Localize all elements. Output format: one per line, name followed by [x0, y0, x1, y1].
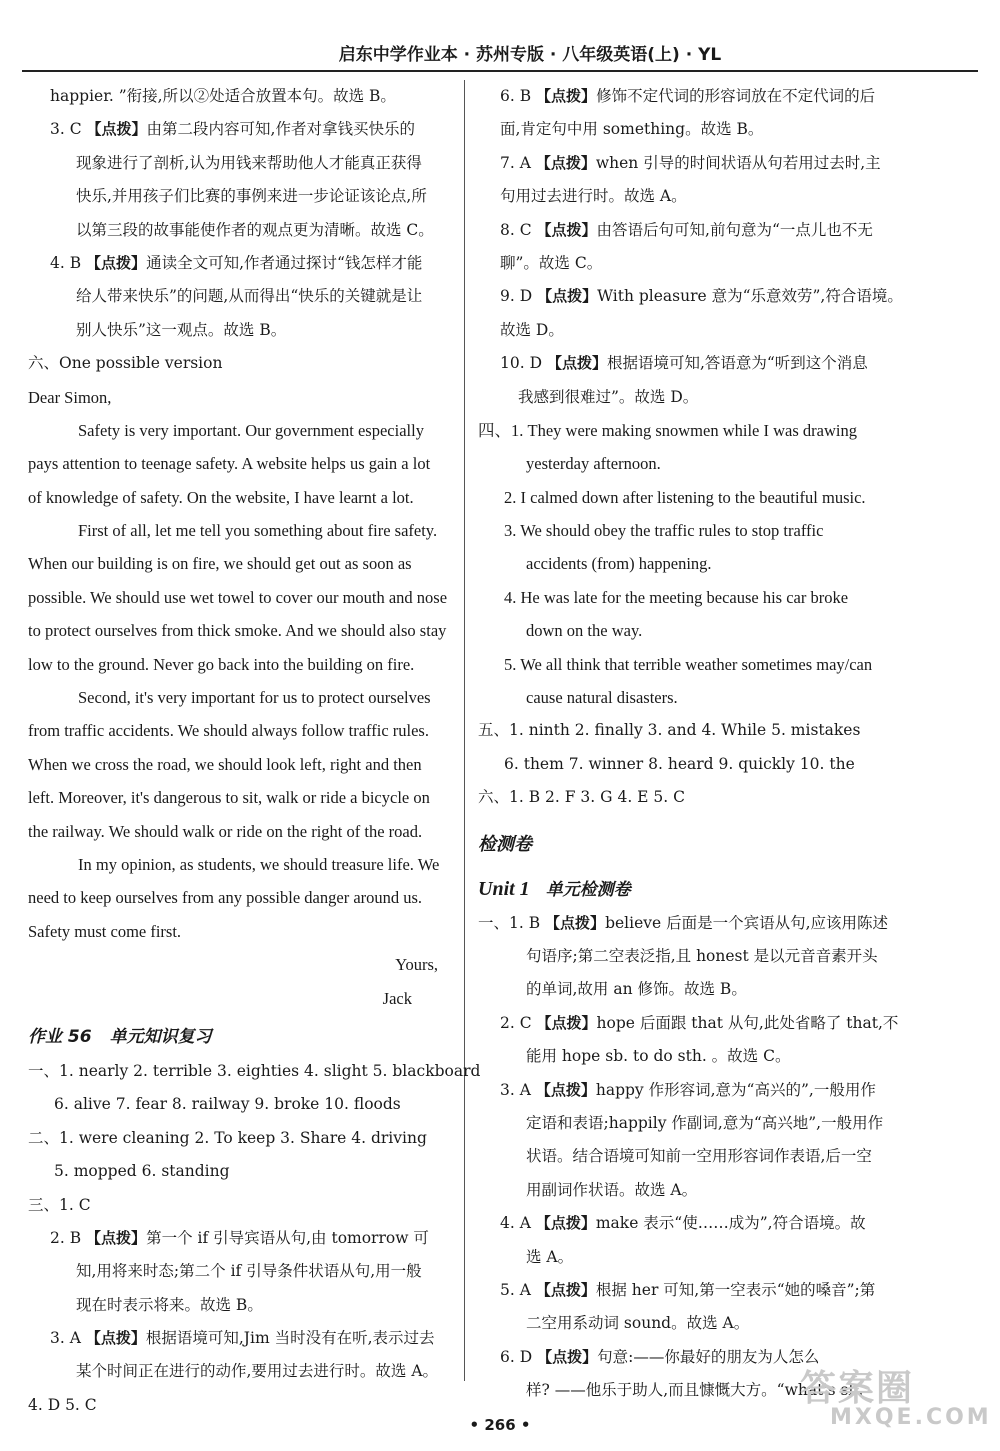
column-divider — [464, 80, 465, 1381]
text-line — [478, 147, 910, 180]
text-line — [478, 414, 910, 447]
line-text: 修饰不定代词的形容词放在不定代词的后 — [596, 87, 876, 105]
text-line — [28, 1155, 448, 1188]
line-text: In my opinion, as students, we should treasure life. We — [78, 854, 440, 874]
line-text: cause natural disasters. — [526, 688, 678, 708]
text-line — [28, 514, 448, 547]
line-text: 句意:——你最好的朋友为人怎么 — [597, 1347, 820, 1366]
line-text: 的单词,故用 an 修饰。故选 B。 — [526, 980, 747, 999]
item-number: 7. A — [500, 153, 536, 172]
line-text: 能用 hope sb. to do sth. 。故选 C。 — [526, 1047, 791, 1066]
line-text: left. Moreover, it's dangerous to sit, walk or ride a bicycle on — [28, 788, 430, 808]
line-text: 2. I calmed down after listening to the beautiful music. — [504, 487, 866, 507]
hint-tag: 【点拨】 — [535, 1280, 596, 1299]
line-text: 6. alive 7. fear 8. railway 9. broke 10. floods — [54, 1095, 401, 1114]
line-text: When our building is on fire, we should get out as soon as — [28, 554, 412, 574]
line-text: 六、One possible version — [28, 354, 223, 373]
hint-tag: 【点拨】 — [545, 913, 606, 932]
text-line — [478, 214, 910, 247]
watermark-logo: 答案圈 MXQE.COM — [800, 1368, 992, 1430]
line-text: 面,肯定句中用 something。故选 B。 — [500, 120, 764, 139]
line-text: 二空用系动词 sound。故选 A。 — [526, 1314, 750, 1333]
line-text: 现在时表示将来。故选 B。 — [76, 1295, 263, 1314]
line-text: 3. We should obey the traffic rules to stop traffic — [504, 521, 824, 541]
hint-tag: 【点拨】 — [535, 153, 596, 172]
line-text: 由答语后句可知,前句意为“一点儿也不无 — [596, 220, 873, 239]
line-text: 现象进行了剖析,认为用钱来帮助他人才能真正获得 — [76, 153, 422, 172]
text-line — [28, 1355, 448, 1388]
line-text: happy 作形容词,意为“高兴的”,一般用作 — [595, 1080, 876, 1099]
text-line — [478, 481, 910, 514]
text-line — [478, 514, 910, 547]
text-line — [28, 180, 448, 213]
hint-tag: 【点拨】 — [537, 1347, 598, 1366]
text-line — [28, 113, 448, 146]
text-line — [478, 1307, 910, 1340]
item-number: 6. B — [500, 87, 537, 105]
hint-tag: 【点拨】 — [86, 120, 147, 139]
line-text: pays attention to teenage safety. A website helps us gain a lot — [28, 454, 431, 474]
text-line — [28, 280, 448, 313]
item-number: 2. B — [50, 1228, 87, 1247]
line-text: Yours, — [395, 955, 438, 975]
text-line — [478, 1274, 910, 1307]
line-text: 状语。结合语境可知前一空用形容词作表语,后一空 — [526, 1147, 872, 1166]
text-line — [28, 915, 448, 948]
section-title: 检测卷 — [478, 833, 532, 855]
line-text: 某个时间正在进行的动作,要用过去进行时。故选 A。 — [76, 1362, 439, 1381]
line-text: of knowledge of safety. On the website, I have learnt a lot. — [28, 487, 414, 507]
text-line — [28, 147, 448, 180]
line-text: accidents (from) happening. — [526, 554, 712, 574]
text-line — [478, 1241, 910, 1274]
hint-tag: 【点拨】 — [537, 287, 598, 306]
line-text: 快乐,并用孩子们比赛的事例来进一步论证该论点,所 — [76, 187, 427, 206]
hint-tag: 【点拨】 — [85, 1329, 146, 1348]
line-text: 六、1. B 2. F 3. G 4. E 5. C — [478, 788, 685, 807]
item-number: 3. A — [50, 1329, 86, 1348]
text-line — [28, 214, 448, 247]
text-line — [478, 1174, 910, 1207]
line-text: 句用过去进行时。故选 A。 — [500, 187, 687, 206]
item-number: 8. C — [500, 220, 537, 239]
text-line — [478, 347, 910, 380]
hint-tag: 【点拨】 — [535, 1214, 596, 1233]
text-line — [28, 748, 448, 781]
item-number: 6. D — [500, 1347, 538, 1366]
hint-tag: 【点拨】 — [546, 354, 607, 373]
text-line — [28, 815, 448, 848]
line-text: yesterday afternoon. — [526, 454, 661, 474]
text-line — [478, 180, 910, 213]
text-line — [28, 881, 448, 914]
line-text: the railway. We should walk or ride on the right of the road. — [28, 821, 423, 841]
text-line — [28, 848, 448, 881]
line-text: 定语和表语;happily 作副词,意为“高兴地”,一般用作 — [526, 1113, 884, 1132]
text-line — [28, 547, 448, 580]
line-text: Jack — [382, 988, 412, 1008]
text-line — [478, 547, 910, 580]
item-number: 3. C — [50, 120, 87, 139]
text-line — [478, 940, 910, 973]
text-line — [28, 1322, 448, 1355]
section-title: 单元检测卷 — [545, 879, 631, 900]
text-line — [478, 80, 910, 113]
line-text: Safety must come first. — [28, 921, 182, 941]
text-line — [478, 280, 910, 313]
text-line — [28, 80, 448, 113]
text-line — [28, 481, 448, 514]
text-line — [28, 581, 448, 614]
text-line — [28, 1222, 448, 1255]
line-text: First of all, let me tell you something about fire safety. — [78, 521, 438, 541]
line-text: make 表示“使……成为”,符合语境。故 — [595, 1214, 866, 1233]
line-text: 根据语境可知,答语意为“听到这个消息 — [606, 354, 868, 373]
text-line — [28, 714, 448, 747]
running-header: 启东中学作业本 · 苏州专版 · 八年级英语(上) · YL — [22, 40, 978, 72]
line-text: 第一个 if 引导宾语从句,由 tomorrow 可 — [146, 1228, 429, 1247]
hint-tag: 【点拨】 — [86, 1228, 147, 1247]
text-line — [28, 447, 448, 480]
section-label: 作业 56 — [28, 1026, 92, 1047]
unit-label: Unit 1 — [478, 877, 530, 900]
text-line — [478, 781, 910, 814]
text-line — [28, 648, 448, 681]
text-line — [28, 781, 448, 814]
item-number: 10. D — [500, 354, 547, 373]
left-column — [28, 80, 481, 1422]
text-line — [28, 1122, 448, 1155]
line-text: 知,用将来时态;第二个 if 引导条件状语从句,用一般 — [76, 1262, 422, 1281]
text-line — [28, 614, 448, 647]
text-line — [478, 1107, 910, 1140]
section-heading — [478, 867, 910, 907]
line-text: 我感到很难过”。故选 D。 — [518, 387, 699, 406]
text-line — [28, 414, 448, 447]
hint-tag: 【点拨】 — [86, 253, 147, 272]
text-line — [28, 681, 448, 714]
text-line — [478, 681, 910, 714]
text-line — [28, 314, 448, 347]
line-text: 5. We all think that terrible weather sometimes may/can — [504, 654, 873, 674]
line-text: 聊”。故选 C。 — [500, 253, 603, 272]
line-text: 别人快乐”这一观点。故选 B。 — [76, 320, 287, 339]
hint-tag: 【点拨】 — [535, 1080, 596, 1099]
line-text: possible. We should use wet towel to cover our mouth and nose — [28, 587, 448, 607]
section-title: 单元知识复习 — [109, 1026, 212, 1047]
hint-tag: 【点拨】 — [536, 87, 597, 105]
line-text: 由第二段内容可知,作者对拿钱买快乐的 — [146, 120, 415, 139]
text-line — [28, 1055, 481, 1088]
line-text: 4. He was late for the meeting because his car broke — [504, 587, 849, 607]
text-line — [28, 381, 448, 414]
text-line — [478, 247, 910, 280]
section-heading — [28, 1015, 448, 1055]
line-text: 故选 D。 — [500, 320, 564, 339]
line-text: to protect ourselves from thick smoke. And we should also stay — [28, 621, 447, 641]
item-number: 4. B — [50, 253, 87, 272]
text-line — [478, 381, 910, 414]
line-text: With pleasure 意为“乐意效劳”,符合语境。 — [597, 287, 903, 306]
text-line — [478, 748, 910, 781]
item-number: 2. C — [500, 1013, 537, 1032]
line-text: Second, it's very important for us to protect ourselves — [78, 688, 431, 708]
line-text: 以第三段的故事能使作者的观点更为清晰。故选 C。 — [76, 220, 434, 239]
line-text: 三、1. C — [28, 1195, 91, 1214]
text-line — [478, 614, 910, 647]
text-line — [28, 1289, 448, 1322]
text-line — [478, 447, 910, 480]
text-line — [478, 581, 910, 614]
line-text: low to the ground. Never go back into the building on fire. — [28, 654, 415, 674]
text-line — [28, 1255, 448, 1288]
text-line — [478, 113, 910, 146]
section-heading — [478, 815, 910, 867]
line-text: 样? ——他乐于助人,而且慷慨大方。“what's sb. — [526, 1381, 864, 1400]
item-number: 4. A — [500, 1214, 536, 1233]
line-text: Safety is very important. Our government especially — [78, 420, 424, 440]
text-line — [478, 314, 910, 347]
line-text: 根据 her 可知,第一空表示“她的嗓音”;第 — [595, 1280, 876, 1299]
line-text: need to keep ourselves from any possible danger around us. — [28, 888, 423, 908]
line-text: 一、1. nearly 2. terrible 3. eighties 4. slight 5. blackboard — [28, 1061, 481, 1080]
line-text: 用副词作状语。故选 A。 — [526, 1180, 698, 1199]
line-text: 根据语境可知,Jim 当时没有在听,表示过去 — [145, 1329, 435, 1348]
text-line — [28, 948, 448, 981]
text-line — [28, 1189, 448, 1222]
line-text: 5. mopped 6. standing — [54, 1162, 230, 1181]
line-text: when 引导的时间状语从句若用过去时,主 — [595, 153, 881, 172]
text-line — [478, 714, 910, 747]
line-text: happier. ”衔接,所以②处适合放置本句。故选 B。 — [50, 87, 396, 105]
hint-tag: 【点拨】 — [536, 1013, 597, 1032]
text-line — [478, 1007, 910, 1040]
item-number: 3. A — [500, 1080, 536, 1099]
line-text: 给人带来快乐”的问题,从而得出“快乐的关键就是让 — [76, 287, 423, 306]
hint-tag: 【点拨】 — [536, 220, 597, 239]
page-number: • 266 • — [469, 1416, 531, 1434]
text-line — [28, 247, 448, 280]
line-text: 通读全文可知,作者通过探讨“钱怎样才能 — [146, 253, 423, 272]
item-number: 一、1. B — [478, 913, 546, 932]
line-text: believe 后面是一个宾语从句,应该用陈述 — [605, 913, 889, 932]
text-line — [478, 907, 910, 940]
line-text: hope 后面跟 that 从句,此处省略了 that,不 — [596, 1013, 899, 1032]
line-text: 四、1. They were making snowmen while I was drawing — [478, 420, 857, 440]
line-text: 二、1. were cleaning 2. To keep 3. Share 4. driving — [28, 1128, 427, 1147]
text-line — [28, 347, 448, 380]
line-text: Dear Simon, — [28, 387, 112, 407]
text-line — [478, 1207, 910, 1240]
item-number: 5. A — [500, 1280, 536, 1299]
line-text: 4. D 5. C — [28, 1395, 97, 1414]
text-line — [478, 648, 910, 681]
line-text: 句语序;第二空表泛指,且 honest 是以元音音素开头 — [526, 946, 878, 965]
text-line — [478, 973, 910, 1006]
text-line — [478, 1040, 910, 1073]
line-text: When we cross the road, we should look left, right and then — [28, 754, 422, 774]
text-line — [28, 982, 448, 1015]
text-line — [478, 1140, 910, 1173]
text-line — [478, 1074, 910, 1107]
line-text: 五、1. ninth 2. finally 3. and 4. While 5. mistakes — [478, 721, 861, 740]
line-text: 选 A。 — [526, 1247, 574, 1266]
text-line — [28, 1088, 448, 1121]
right-column — [478, 80, 910, 1407]
line-text: down on the way. — [526, 621, 643, 641]
line-text: 6. them 7. winner 8. heard 9. quickly 10. the — [504, 754, 855, 773]
item-number: 9. D — [500, 287, 538, 306]
line-text: from traffic accidents. We should always follow traffic rules. — [28, 721, 429, 741]
